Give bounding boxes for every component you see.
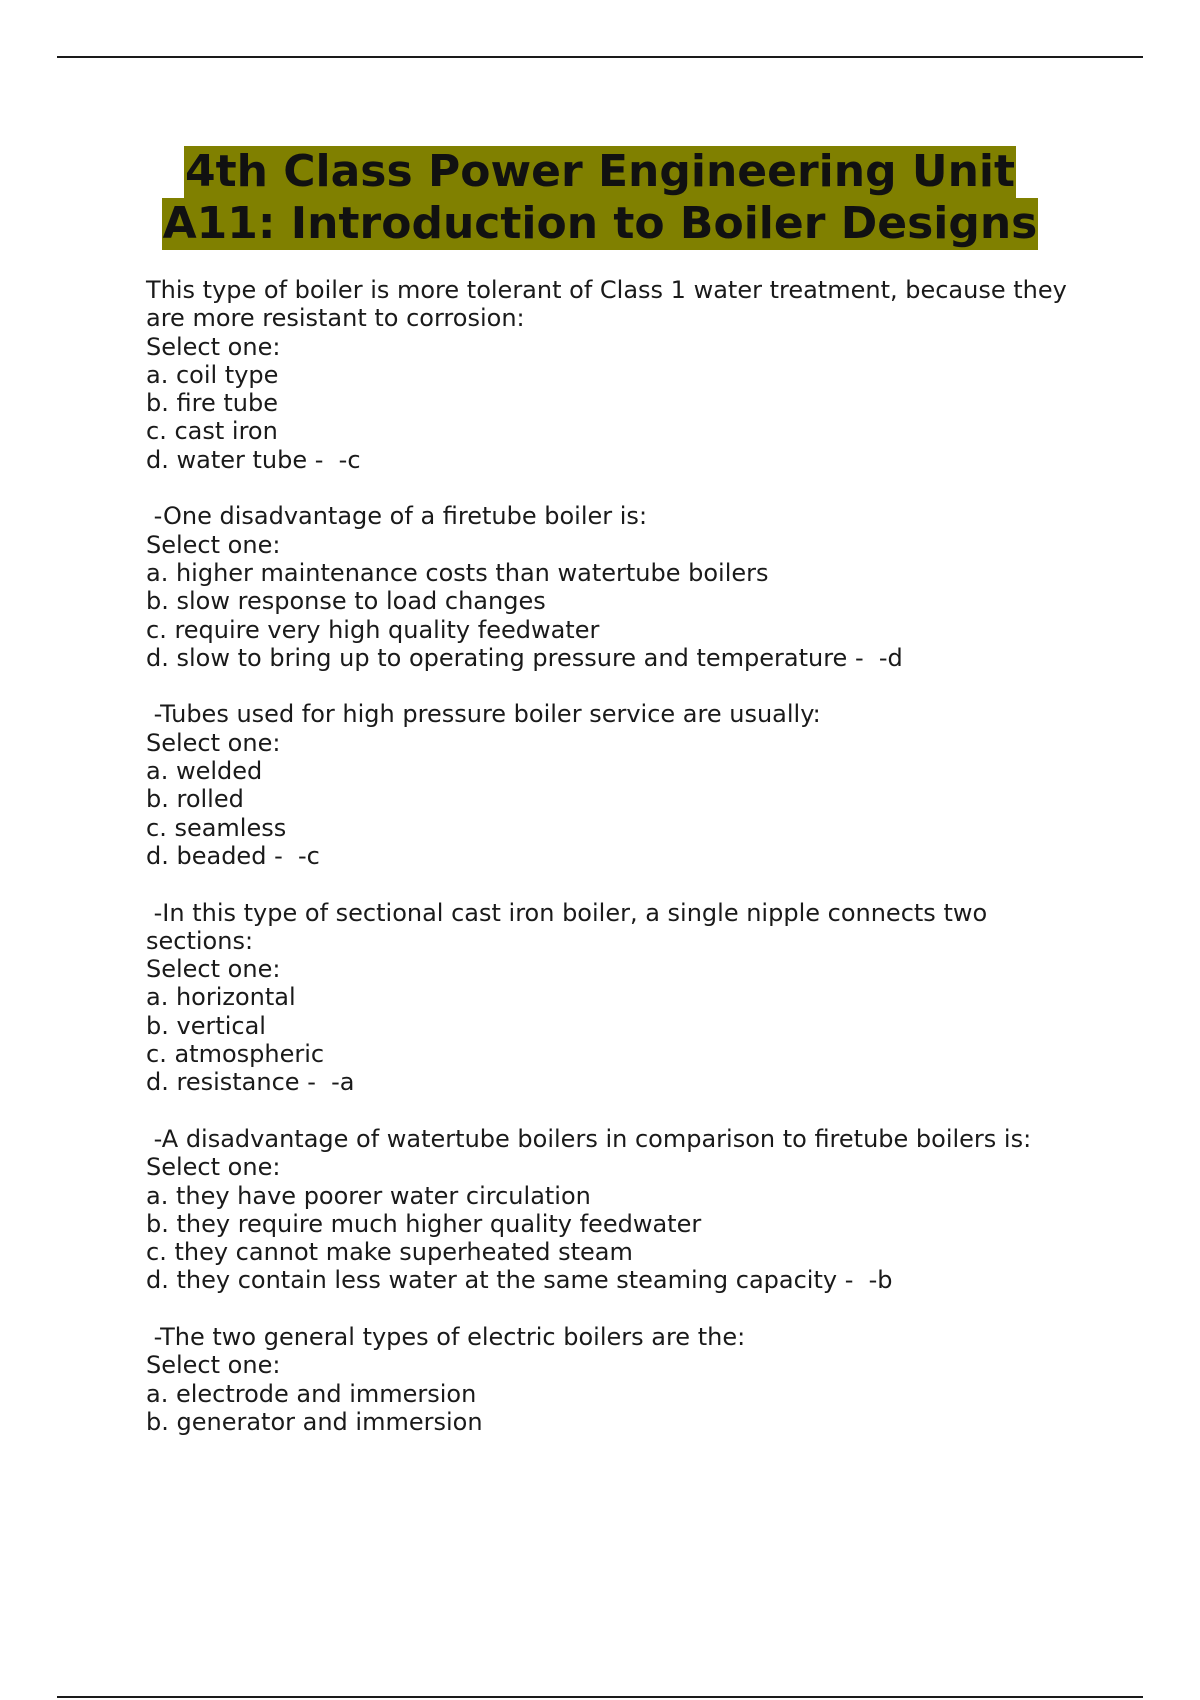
answer-option: c. they cannot make superheated steam (146, 1238, 633, 1267)
answer-option: a. electrode and immersion (146, 1379, 477, 1408)
answer-option: c. require very high quality feedwater (146, 615, 600, 644)
select-one-label: Select one: (146, 728, 281, 757)
question-text: -Tubes used for high pressure boiler service are usually: (146, 700, 821, 729)
question-text: -In this type of sectional cast iron boiler, a single nipple connects two (146, 898, 988, 927)
answer-option: b. they require much higher quality feedwater (146, 1209, 702, 1238)
answer-option: a. coil type (146, 360, 279, 389)
select-one-label: Select one: (146, 530, 281, 559)
answer-option: d. beaded - -c (146, 841, 320, 870)
question-block (146, 502, 1106, 672)
answer-option: d. slow to bring up to operating pressure and temperature - -d (146, 643, 903, 672)
question-block (146, 276, 1106, 474)
select-one-label: Select one: (146, 1351, 281, 1380)
bottom-rule (57, 1696, 1143, 1698)
answer-option: c. cast iron (146, 417, 278, 446)
question-text: -The two general types of electric boilers are the: (146, 1322, 746, 1351)
answer-option: a. they have poorer water circulation (146, 1181, 591, 1210)
answer-option: a. welded (146, 757, 263, 786)
answer-option: b. fire tube (146, 389, 278, 418)
question-text: This type of boiler is more tolerant of Class 1 water treatment, because they (146, 276, 1067, 304)
answer-option: d. water tube - -c (146, 445, 361, 474)
title-line-1: 4th Class Power Engineering Unit (184, 146, 1016, 197)
select-one-label: Select one: (146, 955, 281, 984)
answer-option: d. resistance - -a (146, 1068, 355, 1097)
answer-option: c. atmospheric (146, 1040, 325, 1069)
answer-option: c. seamless (146, 813, 287, 842)
answer-option: b. vertical (146, 1011, 266, 1040)
document-title (0, 146, 1200, 250)
answer-option: a. horizontal (146, 983, 296, 1012)
answer-option: b. rolled (146, 785, 244, 814)
answer-option: b. generator and immersion (146, 1407, 483, 1436)
question-block (146, 700, 1106, 870)
question-block (146, 1125, 1106, 1295)
answer-option: a. higher maintenance costs than watertube boilers (146, 558, 769, 587)
answer-option: b. slow response to load changes (146, 587, 546, 616)
top-rule (57, 56, 1143, 58)
question-text: sections: (146, 926, 254, 955)
select-one-label: Select one: (146, 332, 281, 361)
answer-option: d. they contain less water at the same steaming capacity - -b (146, 1266, 893, 1295)
question-list (146, 276, 1106, 1464)
question-text: -A disadvantage of watertube boilers in comparison to firetube boilers is: (146, 1124, 1032, 1153)
select-one-label: Select one: (146, 1153, 281, 1182)
title-line-2: A11: Introduction to Boiler Designs (162, 198, 1038, 249)
question-text: -One disadvantage of a firetube boiler is: (146, 502, 648, 531)
question-block (146, 899, 1106, 1097)
question-text: are more resistant to corrosion: (146, 304, 525, 333)
question-block (146, 1323, 1106, 1436)
